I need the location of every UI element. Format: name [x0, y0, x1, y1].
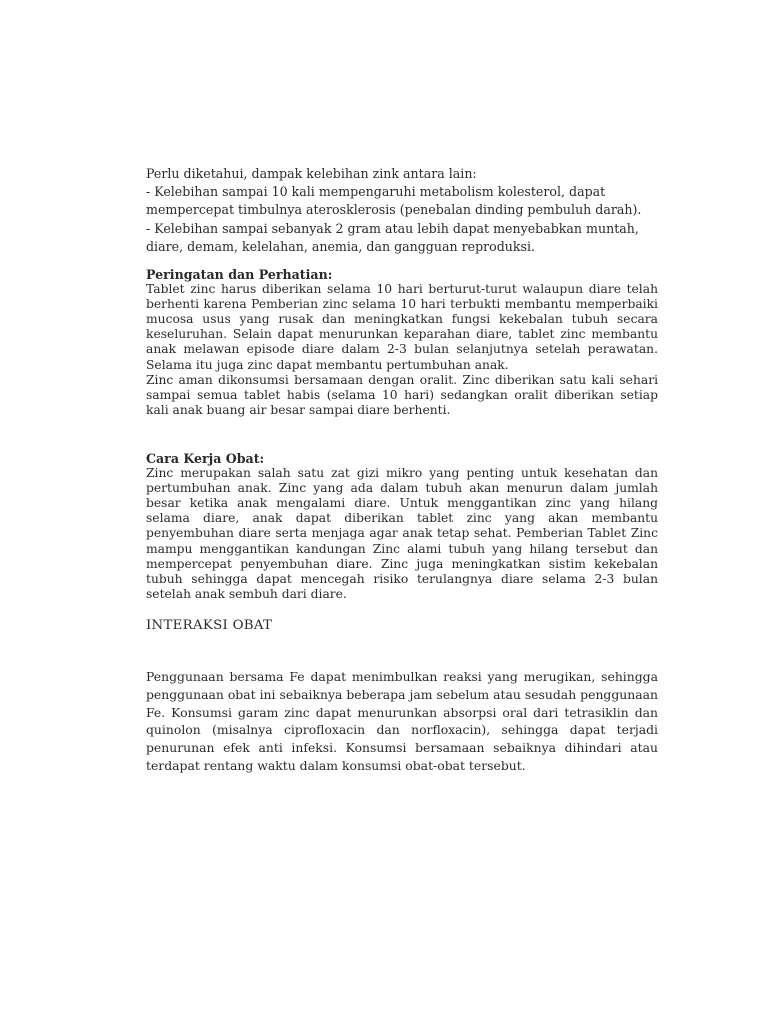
interaction-title: INTERAKSI OBAT [146, 618, 273, 633]
warning-section [146, 267, 658, 418]
intro-lead: Perlu diketahui, dampak kelebihan zink antara lain: [146, 166, 477, 181]
interaction-section [146, 668, 658, 775]
mechanism-heading: Cara Kerja Obat: [146, 451, 265, 466]
warning-paragraph-1: Tablet zinc harus diberikan selama 10 hari berturut-turut walaupun diare telah berhenti karena Pemberian zinc selama 10 hari terbukti membantu memperbaiki mucosa usus yang rusak dan meningkatkan fungsi kekebalan tubuh secara keseluruhan. Selain dapat menurunkan keparahan diare, tablet zinc membantu anak melawan episode diare dalam 2-3 bulan selanjutnya setelah perawatan. Selama itu juga zinc dapat membantu pertumbuhan anak. [146, 282, 658, 372]
warning-paragraph-2: Zinc aman dikonsumsi bersamaan dengan oralit. Zinc diberikan satu kali sehari sampai semua tablet habis (selama 10 hari) sedangkan oralit diberikan setiap kali anak buang air besar sampai diare berhenti. [146, 372, 658, 417]
warning-heading: Peringatan dan Perhatian: [146, 267, 333, 282]
mechanism-paragraph: Zinc merupakan salah satu zat gizi mikro yang penting untuk kesehatan dan pertumbuhan anak. Zinc yang ada dalam tubuh akan menurun dalam jumlah besar ketika anak mengalami diare. Untuk menggantikan zinc yang hilang selama diare, anak dapat diberikan tablet zinc yang akan membantu penyembuhan diare serta menjaga agar anak tetap sehat. Pemberian Tablet Zinc mampu menggantikan kandungan Zinc alami tubuh yang hilang tersebut dan mempercepat penyembuhan diare. Zinc juga meningkatkan sistim kekebalan tubuh sehingga dapat mencegah risiko terulangnya diare selama 2-3 bulan setelah anak sembuh dari diare. [146, 466, 658, 601]
intro-item-cholesterol: - Kelebihan sampai 10 kali mempengaruhi metabolism kolesterol, dapat mempercepat timbulnya aterosklerosis (penebalan dinding pembuluh darah). [146, 184, 642, 218]
intro-section [146, 165, 658, 256]
interaction-paragraph: Penggunaan bersama Fe dapat menimbulkan reaksi yang merugikan, sehingga penggunaan obat ini sebaiknya beberapa jam sebelum atau sesudah penggunaan Fe. Konsumsi garam zinc dapat menurunkan absorpsi oral dari tetrasiklin dan quinolon (misalnya ciprofloxacin dan norfloxacin), sehingga dapat terjadi penurunan efek anti infeksi. Konsumsi bersamaan sebaiknya dihindari atau terdapat rentang waktu dalam konsumsi obat-obat tersebut. [146, 669, 658, 773]
intro-item-overdose: - Kelebihan sampai sebanyak 2 gram atau lebih dapat menyebabkan muntah, diare, demam, kelelahan, anemia, dan gangguan reproduksi. [146, 220, 639, 254]
mechanism-section [146, 451, 658, 602]
